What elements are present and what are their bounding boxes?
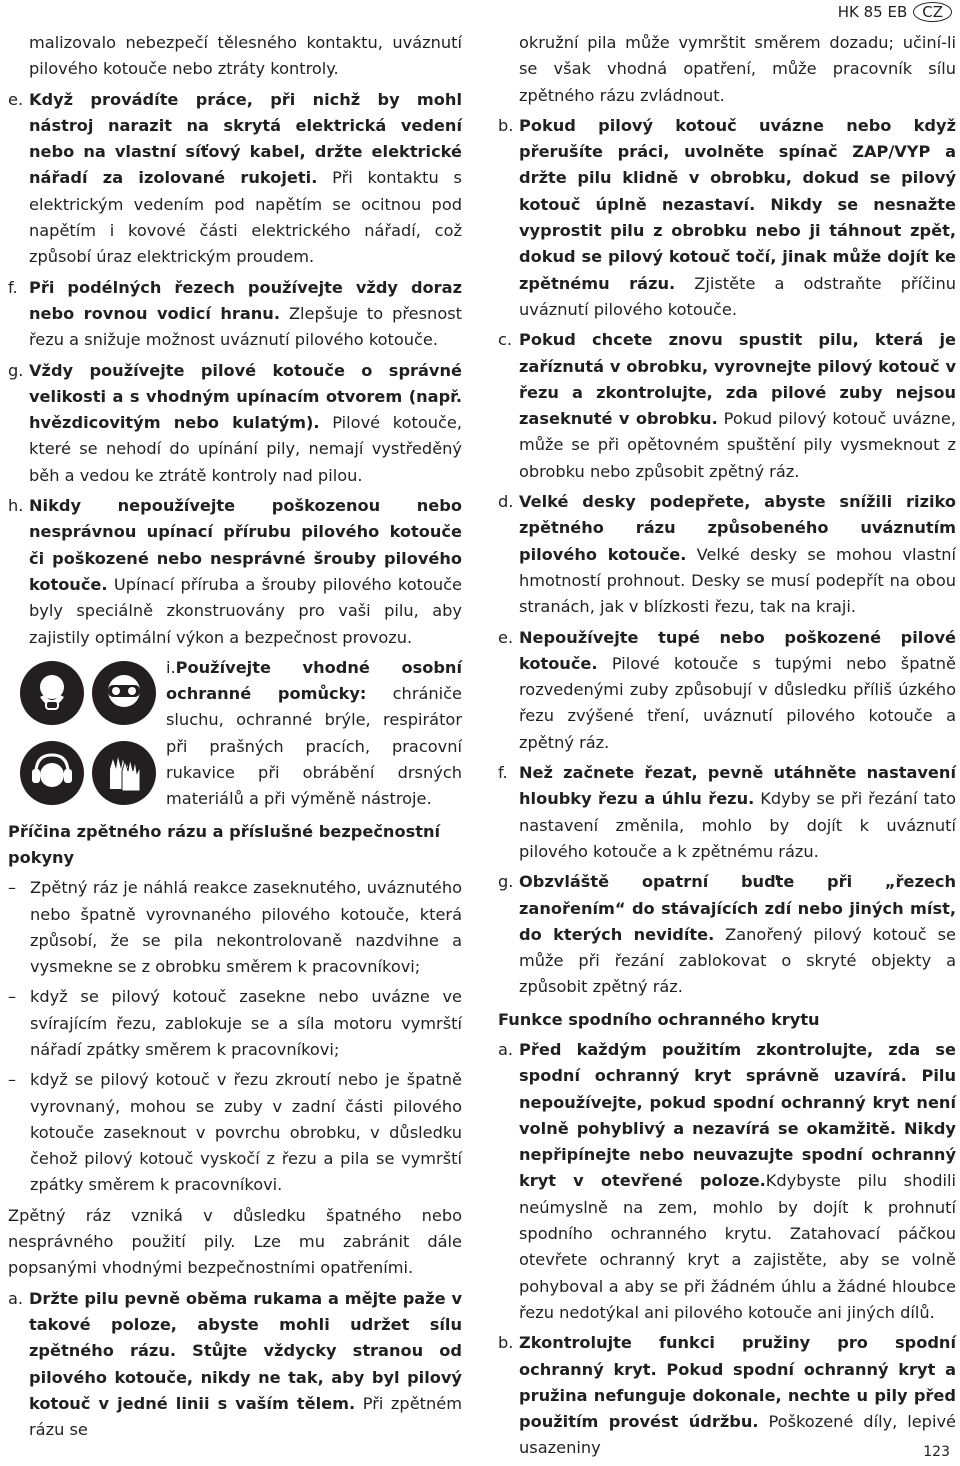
- list-item-g-right: g. Obzvláště opatrní buďte při „řezech zanořením“ do stávajících zdí nebo jiných míst, do kterých nevidíte. Zanořený pilový kotouč se může při řezání zablokovat o skryté objekty a způsobit zpětný ráz.: [498, 872, 956, 997]
- list-item-i: i.Používejte vhodné osobní ochranné pomůcky: chrániče sluchu, ochranné brýle, respirátor při prašných pracích, pracovní rukavice při obrábění drsných materiálů a při výměně nástroje.: [166, 657, 463, 809]
- list-item-f: f. Při podélných řezech používejte vždy doraz nebo rovnou vodicí hranu. Zlepšuje to přesnost řezu a snižuje možnost uváznutí pilového kotouče.: [8, 277, 462, 350]
- intro-text: malizovalo nebezpečí tělesného kontaktu, uváznutí pilového kotouče nebo ztráty kontroly.: [29, 33, 462, 79]
- country-badge: CZ: [913, 2, 952, 22]
- gloves-icon: [92, 741, 156, 805]
- kickback-heading: Příčina zpětného rázu a příslušné bezpečnostní pokyny: [8, 821, 441, 867]
- left-column: [8, 30, 462, 1447]
- ppe-block: [8, 655, 462, 813]
- page-header: [838, 2, 952, 22]
- goggles-icon: [92, 661, 156, 725]
- ppe-icons: [8, 655, 166, 813]
- model-name: HK 85 EB: [837, 3, 908, 21]
- right-column: [498, 30, 956, 1466]
- dash-item-1: – Zpětný ráz je náhlá reakce zaseknutého, uváznutého nebo špatně vyrovnaného pilového kotouče, která způsobí, že se pila nekontrolovaně nazdvihne a vysmekne se z obrobku směrem k pracovníkovi;: [8, 878, 462, 977]
- guard-item-a: a. Před každým použitím zkontrolujte, zda se spodní ochranný kryt správně uzavírá. Pilu nepoužívejte, pokud spodní ochranný kryt není volně pohyblivý a nezavírá se okamžitě. Nikdy nepřipínejte nebo neuvazujte spodní ochranný kryt v otevřené poloze.Kdybyste pilu shodili neúmyslně na zem, mohlo by dojít k prohnutí spodního ochranného krytu. Zatahovací páčkou otevřete ochranný kryt a zajistěte, aby se volně pohyboval a aby se při žádném úhlu a žádné hloubce řezu nedotýkal ani pilového kotouče ani jiných dílů.: [498, 1039, 957, 1322]
- list-item-e-right: e. Nepoužívejte tupé nebo poškozené pilové kotouče. Pilové kotouče s tupými nebo špatně rozvedenými zuby způsobují v důsledku příliš úzkého řezu zvýšené tření, uváznutí pilového kotouče a zpětný ráz.: [498, 627, 956, 752]
- list-item-b: b. Pokud pilový kotouč uvázne nebo když přerušíte práci, uvolněte spínač ZAP/VYP a držte pilu klidně v obrobku, dokud se pilový kotouč úplně nezastaví. Nikdy se nesnažte vyprostit pilu z obrobku nebo ji táhnout zpět, dokud se pilový kotouč točí, jinak může dojít ke zpětnému rázu. Zjistěte a odstraňte příčinu uváznutí pilového kotouče.: [498, 115, 957, 319]
- right-intro-text: okružní pila může vymrštit směrem dozadu; učiní-li se však vhodná opatření, může pracovník sílu zpětného rázu zvládnout.: [519, 33, 956, 105]
- dash-item-3: – když se pilový kotouč v řezu zkroutí nebo je špatně vyrovnaný, mohou se zuby v zadní části pilového kotouče zaseknout v povrchu obrobku, v důsledku čehož pilový kotouč vyskočí z řezu a pila se vymrští zpátky směrem k pracovníkovi.: [8, 1070, 462, 1195]
- list-item-d: d. Velké desky podepřete, abyste snížili riziko zpětného rázu způsobeného uváznutím pilového kotouče. Velké desky se mohou vlastní hmotností prohnout. Desky se musí podepřít na obou stranách, jak v blízkosti řezu, tak na kraji.: [498, 492, 956, 617]
- list-item-g: g. Vždy používejte pilové kotouče o správné velikosti a s vhodným upínacím otvorem (např. hvězdicovitým nebo kulatým). Pilové kotouče, které se nehodí do upínání pily, nemají vystředěný běh a vedou ke ztrátě kontroly nad pilou.: [8, 360, 462, 485]
- kickback-paragraph: Zpětný ráz vzniká v důsledku špatného nebo nesprávného použití pily. Lze mu zabránit dále popsanými vhodnými bezpečnostními opatřeními.: [8, 1205, 462, 1278]
- list-item-e: e. Když provádíte práce, při nichž by mohl nástroj narazit na skrytá elektrická vedení nebo na vlastní síťový kabel, držte elektrické nářadí za izolované rukojeti. Při kontaktu s elektrickým vedením pod napětím se ocitnou pod napětím i kovové části elektrického nářadí, což způsobí úraz elektrickým proudem.: [8, 89, 462, 267]
- ear-protection-icon: [20, 741, 84, 805]
- dash-item-2: – když se pilový kotouč zasekne nebo uvázne ve svírajícím řezu, zablokuje se a síla motoru vymrští nářadí zpátky směrem k pracovníkovi;: [8, 987, 462, 1059]
- list-item-f-right: f. Než začnete řezat, pevně utáhněte nastavení hloubky řezu a úhlu řezu. Kdyby se při řezání tato nastavení změnila, mohlo by dojít k uváznutí pilového kotouče a k zpětnému rázu.: [498, 763, 956, 861]
- list-item-a: a. Držte pilu pevně oběma rukama a mějte paže v takové poloze, abyste mohli udržet sílu zpětného rázu. Stůjte vždycky stranou od pilového kotouče, nikdy ne tak, aby byl pilový kotouč v jedné linii s vaším tělem. Při zpětném rázu se: [8, 1288, 462, 1440]
- page-number: 123: [923, 1444, 950, 1460]
- list-item-h: h. Nikdy nepoužívejte poškozenou nebo nesprávnou upínací přírubu pilového kotouče či poškozené nebo nesprávné šrouby pilového kotouče. Upínací příruba a šrouby pilového kotouče byly speciálně zkonstruovány pro vaši pilu, aby zajistily optimální výkon a bezpečnost provozu.: [8, 496, 462, 647]
- guard-heading: Funkce spodního ochranného krytu: [498, 1009, 820, 1029]
- guard-item-b: b. Zkontrolujte funkci pružiny pro spodní ochranný kryt. Pokud spodní ochranný kryt a pružina nefunguje dokonale, nechte u pily před použitím provést údržbu. Poškozené díly, lepivé usazeniny: [498, 1333, 956, 1458]
- respirator-icon: [20, 661, 84, 725]
- list-item-c: c. Pokud chcete znovu spustit pilu, která je zaříznutá v obrobku, vyrovnejte pilový kotouč v řezu a zkontrolujte, zda pilové zuby nejsou zaseknuté v obrobku. Pokud pilový kotouč uvázne, může se při opětovném spuštění pily vysmeknout z obrobku nebo způsobit zpětný ráz.: [498, 330, 956, 481]
